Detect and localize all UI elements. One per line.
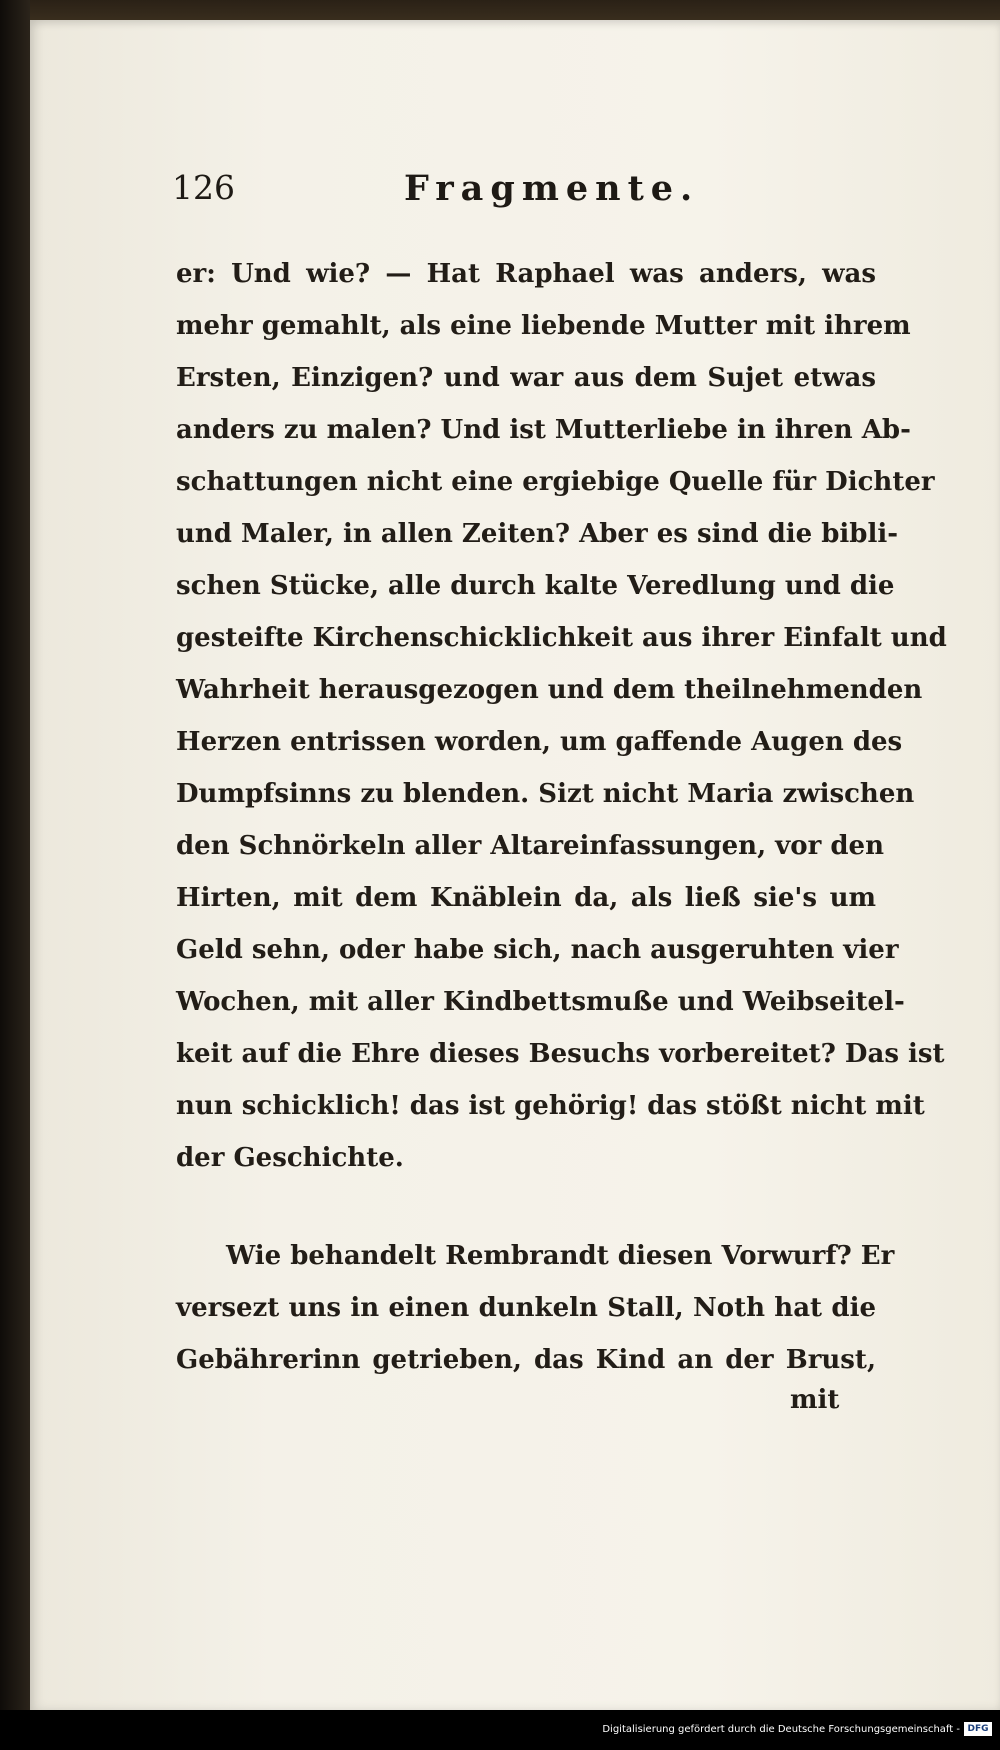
- page-header: [172, 168, 700, 222]
- text-line: Wahrheit herausgezogen und dem theilnehmenden: [176, 675, 923, 705]
- text-line: und Maler, in allen Zeiten? Aber es sind die bibli-: [176, 519, 899, 549]
- body-text: [176, 248, 947, 1386]
- text-line: schattungen nicht eine ergiebige Quelle für Dichter: [176, 467, 935, 497]
- text-line: Wochen, mit aller Kindbettsmuße und Weibseitel-: [176, 987, 905, 1017]
- text-line: Hirten, mit dem Knäblein da, als ließ sie's um: [176, 883, 876, 913]
- text-line: Ersten, Einzigen? und war aus dem Sujet etwas: [176, 363, 876, 393]
- text-line: gesteifte Kirchenschicklichkeit aus ihrer Einfalt und: [176, 623, 947, 653]
- text-line: der Geschichte.: [176, 1143, 404, 1173]
- book-spine-edge: [0, 0, 30, 1710]
- text-line: Geld sehn, oder habe sich, nach ausgeruhten vier: [176, 935, 899, 965]
- page-number: 126: [172, 168, 235, 207]
- text-line: mehr gemahlt, als eine liebende Mutter mit ihrem: [176, 311, 911, 341]
- text-line: keit auf die Ehre dieses Besuchs vorbereitet? Das ist: [176, 1039, 945, 1069]
- text-line: er: Und wie? — Hat Raphael was anders, was: [176, 259, 876, 289]
- text-line: den Schnörkeln aller Altareinfassungen, vor den: [176, 831, 885, 861]
- dfg-logo: DFG: [964, 1722, 992, 1736]
- text-line: anders zu malen? Und ist Mutterliebe in ihren Ab-: [176, 415, 911, 445]
- running-head: Fragmente.: [404, 168, 700, 209]
- text-line: Dumpfsinns zu blenden. Sizt nicht Maria zwischen: [176, 779, 915, 809]
- text-line: Herzen entrissen worden, um gaffende Augen des: [176, 727, 903, 757]
- text-line: Wie behandelt Rembrandt diesen Vorwurf? Er: [226, 1241, 895, 1271]
- text-line: Gebährerinn getrieben, das Kind an der Brust,: [176, 1345, 876, 1375]
- text-line: versezt uns in einen dunkeln Stall, Noth hat die: [176, 1293, 876, 1323]
- text-line: nun schicklich! das ist gehörig! das stößt nicht mit: [176, 1091, 925, 1121]
- catchword: mit: [790, 1385, 840, 1415]
- text-line: schen Stücke, alle durch kalte Veredlung und die: [176, 571, 895, 601]
- paragraph-gap: [176, 1184, 876, 1230]
- footer-credit: Digitalisierung gefördert durch die Deutsche Forschungsgemeinschaft -: [602, 1724, 960, 1735]
- scan-top-edge: [0, 0, 1000, 22]
